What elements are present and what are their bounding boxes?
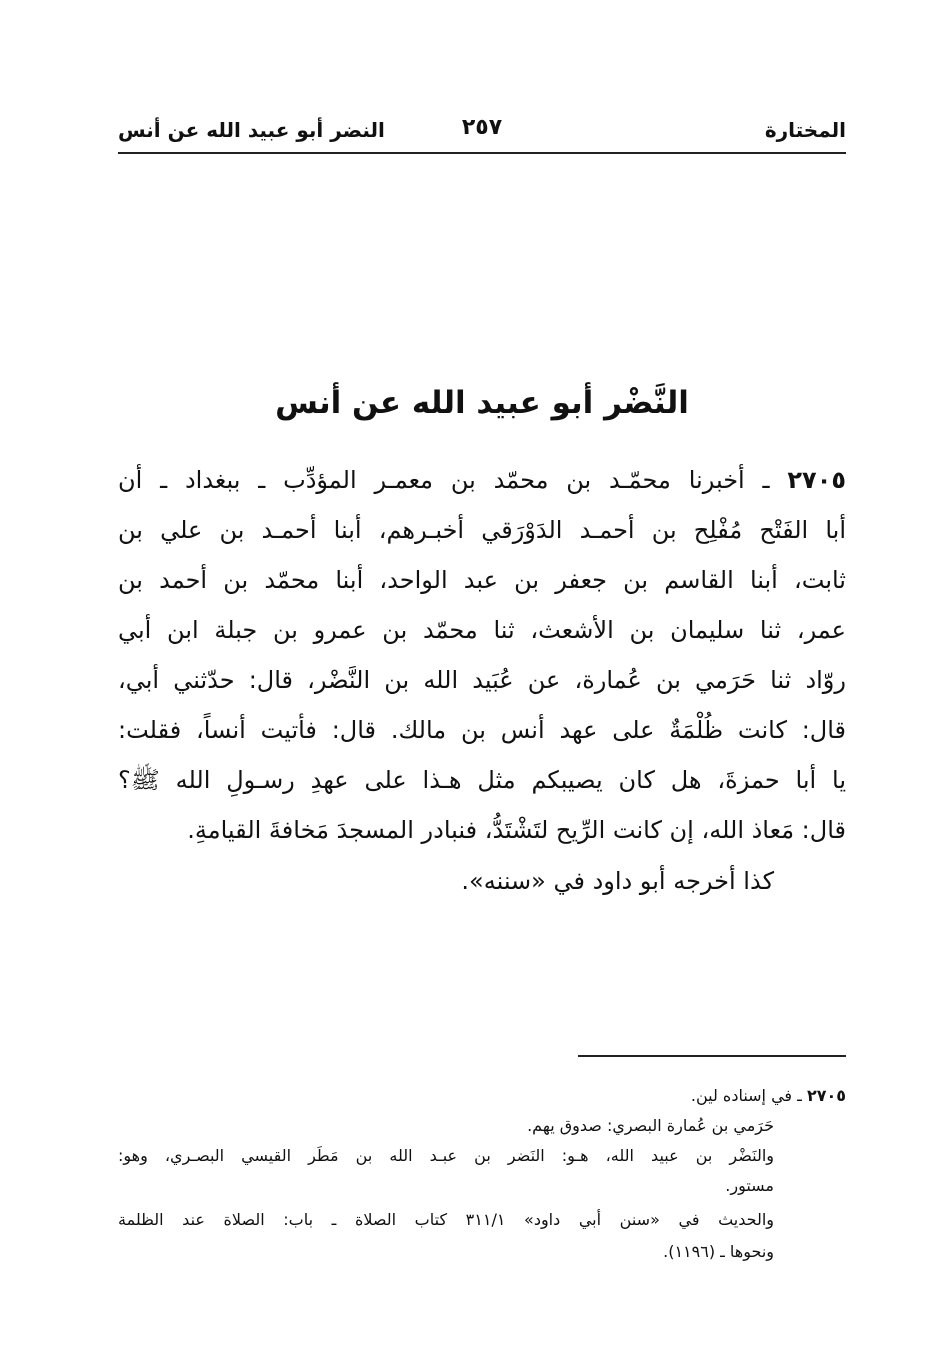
page-number: ٢٥٧ (461, 115, 503, 140)
hadith-line: يا أبا حمزةَ، هل كان يصيبكم مثل هـذا على عهدِ رسـولِ الله ﷺ؟ (118, 766, 846, 794)
chapter-title: النضر أبو عبيد الله عن أنس (118, 118, 385, 142)
hadith-line: قال: مَعاذ الله، إن كانت الرِّيح لتَشْتَدُّ، فنبادر المسجدَ مَخافةَ القيامةِ. (187, 816, 846, 844)
hadith-line (118, 455, 846, 505)
footnote-line: حَرَمي بن عُمارة البصري: صدوق يهم. (527, 1116, 774, 1135)
footnote-line: مستور. (725, 1176, 774, 1195)
hadith-line: أبا الفَتْح مُفْلِح بن أحمـد الدَوْرَقي أخبـرهم، أبنا أحمـد بن علي بن (118, 516, 846, 544)
book-title: المختارة (764, 118, 846, 142)
header-rule (118, 152, 846, 154)
footnote-line: والحديث في «سنن أبي داود» ٣١١/١ كتاب الصلاة ـ باب: الصلاة عند الظلمة (118, 1210, 774, 1229)
hadith-number: ٢٧٠٥ (787, 466, 846, 494)
footnote-rule (578, 1055, 846, 1057)
footnote-intro: ـ في إسناده لين. (690, 1086, 802, 1105)
footnote-line: والنَضْر بن عبيد الله، هـو: النَضر بن عبـد الله بن مَطَر القيسي البصـري، وهو: (118, 1146, 774, 1165)
hadith-line: روّاد ثنا حَرَمي بن عُمارة، عن عُبَيد الله بن النَّضْر، قال: حدّثني أبي، (118, 666, 846, 694)
running-header (118, 112, 846, 152)
section-title: النَّضْر أبو عبيد الله عن أنس (275, 385, 689, 421)
footnote-line: ونحوها ـ (١١٩٦). (663, 1242, 774, 1261)
hadith-line: عمر، ثنا سليمان بن الأشعث، ثنا محمّد بن عمرو بن جبلة ابن أبي (118, 616, 846, 644)
footnote-entry (691, 1081, 846, 1111)
hadith-line-text: ـ أخبرنا محمّـد بن محمّد بن معمـر المؤدِّب ـ ببغداد ـ أن (118, 466, 770, 494)
takhrij-note (118, 857, 846, 905)
takhrij-text: كذا أخرجه أبو داود في «سننه». (461, 867, 774, 895)
footnote-number: ٢٧٠٥ (806, 1086, 846, 1105)
hadith-line: ثابت، أبنا القاسم بن جعفر بن عبد الواحد، أبنا محمّد بن أحمد بن (118, 566, 846, 594)
hadith-line: قال: كانت ظُلْمَةٌ على عهد أنس بن مالك. قال: فأتيت أنساً، فقلت: (118, 716, 846, 744)
